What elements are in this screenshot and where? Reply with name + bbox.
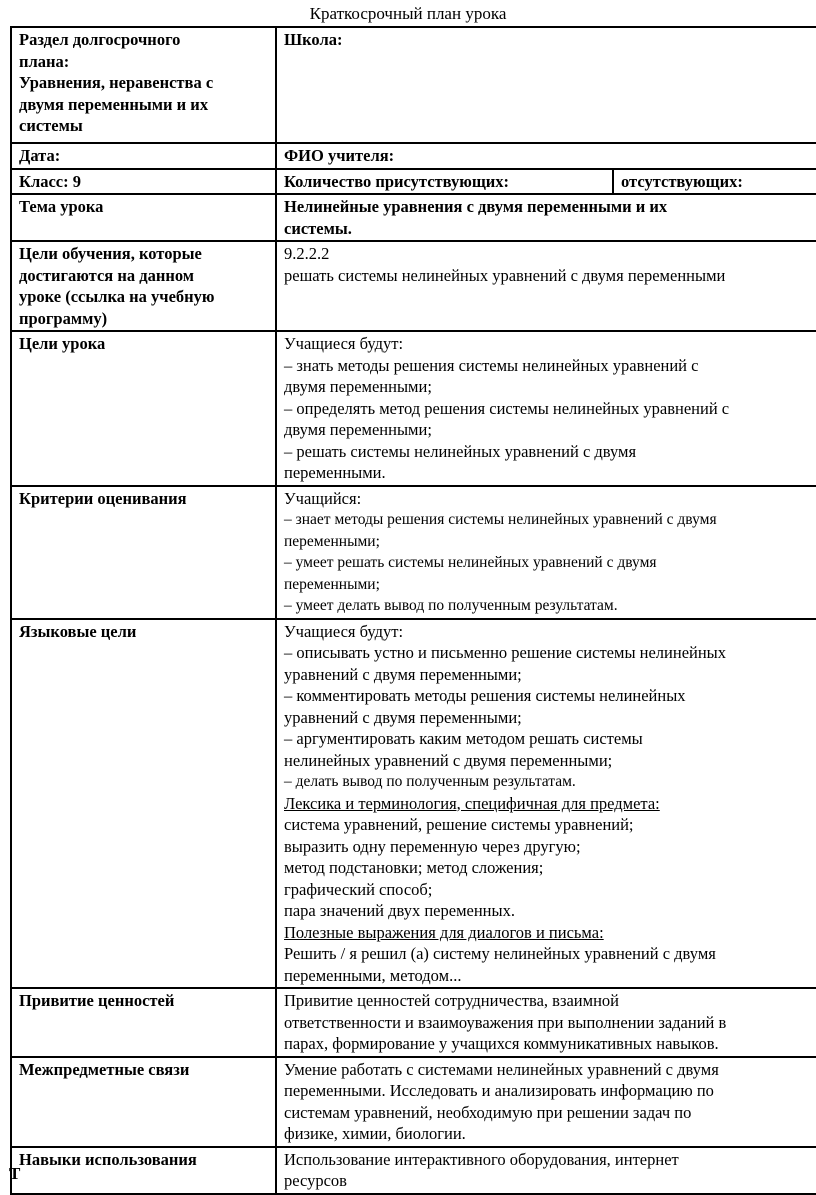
section-label-line: Раздел долгосрочного [19,30,181,49]
language-label: Языковые цели [11,619,276,989]
language-value [276,619,816,989]
table-row [11,169,816,195]
table-row [11,486,816,619]
goal-line: Учащиеся будут: [284,334,404,353]
goal-line: – определять метод решения системы нелинейных уравнений с [284,398,730,418]
lexicon-line: система уравнений, решение системы уравнений; [284,815,634,834]
table-row [11,1057,816,1147]
interdisc-line: переменными. Исследовать и анализировать информацию по [284,1081,714,1100]
skills-line: ресурсов [284,1171,347,1190]
objective-code: 9.2.2.2 [284,244,330,263]
language-line: – комментировать методы решения системы нелинейных [284,686,686,705]
table-row [11,27,816,143]
phrase-line: Решить / я решил (а) систему нелинейных уравнений с двумя [284,944,716,963]
skills-value [276,1147,816,1194]
values-line: ответственности и взаимоуважения при выполнении заданий в [284,1012,727,1032]
language-line: – аргументировать каким методом решать системы [284,729,643,748]
objectives-value [276,241,816,331]
interdisc-line: Умение работать с системами нелинейных уравнений с двумя [284,1059,719,1079]
teacher-label: ФИО учителя: [276,143,816,169]
absent-label: отсутствующих: [613,169,816,195]
section-label-line: двумя переменными и их [19,94,209,114]
table-row [11,1147,816,1194]
cut-off-text: Т [9,1164,21,1183]
section-label-line: Уравнения, неравенства с [19,73,214,92]
goal-line: – решать системы нелинейных уравнений с двумя [284,441,637,461]
skills-line: Использование интерактивного оборудования, интернет [284,1149,679,1169]
objectives-label-line: достигаются на данном [19,265,195,285]
phrases-heading: Полезные выражения для диалогов и письма: [284,922,604,942]
present-label: Количество присутствующих: [276,169,613,195]
values-line: Привитие ценностей сотрудничества, взаимной [284,991,619,1010]
interdisc-line: физике, химии, биологии. [284,1124,466,1143]
topic-line: системы. [284,218,352,238]
skills-label: Навыки использования [11,1147,276,1194]
table-row [11,194,816,241]
section-label-cell [11,27,276,143]
criteria-label: Критерии оценивания [11,486,276,619]
lexicon-line: метод подстановки; метод сложения; [284,858,544,877]
topic-line: Нелинейные уравнения с двумя переменными и их [284,197,668,216]
language-line: уравнений с двумя переменными; [284,664,522,684]
language-line: нелинейных уравнений с двумя переменными; [284,750,613,770]
lexicon-line: выразить одну переменную через другую; [284,836,581,856]
table-row [11,241,816,331]
lesson-plan-table [10,26,816,1195]
values-line: парах, формирование у учащихся коммуникативных навыков. [284,1034,719,1053]
criteria-value [276,486,816,619]
table-row [11,988,816,1057]
language-line: – делать вывод по полученным результатам. [284,773,576,790]
language-line: Учащиеся будут: [284,621,404,641]
language-line: уравнений с двумя переменными; [284,707,522,727]
interdisc-label: Межпредметные связи [11,1057,276,1147]
goal-line: двумя переменными; [284,377,432,396]
document-title: Краткосрочный план урока [309,4,507,23]
values-value [276,988,816,1057]
criteria-line: – умеет делать вывод по полученным результатам. [284,597,618,614]
interdisc-value [276,1057,816,1147]
goal-line: двумя переменными; [284,420,432,439]
goal-line: – знать методы решения системы нелинейных уравнений с [284,355,699,375]
table-row [11,619,816,989]
date-label: Дата: [11,143,276,169]
lexicon-line: графический способ; [284,879,433,899]
criteria-line: – умеет решать системы нелинейных уравнений с двумя [284,554,657,571]
interdisc-line: системам уравнений, необходимую при решении задач по [284,1102,692,1122]
section-label-line: системы [19,116,83,135]
objectives-label [11,241,276,331]
lesson-goals-label: Цели урока [11,331,276,486]
objective-text: решать системы нелинейных уравнений с двумя переменными [284,265,726,285]
language-line: – описывать устно и письменно решение системы нелинейных [284,643,727,662]
topic-label: Тема урока [11,194,276,241]
objectives-label-line: Цели обучения, которые [19,244,202,263]
objectives-label-line: уроке (ссылка на учебную [19,287,215,306]
objectives-label-line: программу) [19,308,108,328]
table-row [11,331,816,486]
school-label: Школа: [276,27,816,143]
section-label-line: плана: [19,51,70,71]
goal-line: переменными. [284,463,386,482]
phrase-line: переменными, методом... [284,965,462,985]
criteria-line: переменными; [284,575,380,593]
lexicon-line: пара значений двух переменных. [284,901,515,920]
criteria-line: переменными; [284,532,380,550]
lesson-goals-value [276,331,816,486]
values-label: Привитие ценностей [11,988,276,1057]
class-label: Класс: 9 [11,169,276,195]
table-row [11,143,816,169]
criteria-head: Учащийся: [284,488,362,508]
topic-value [276,194,816,241]
criteria-line: – знает методы решения системы нелинейных уравнений с двумя [284,511,717,528]
lexicon-heading: Лексика и терминология, специфичная для предмета: [284,793,660,813]
